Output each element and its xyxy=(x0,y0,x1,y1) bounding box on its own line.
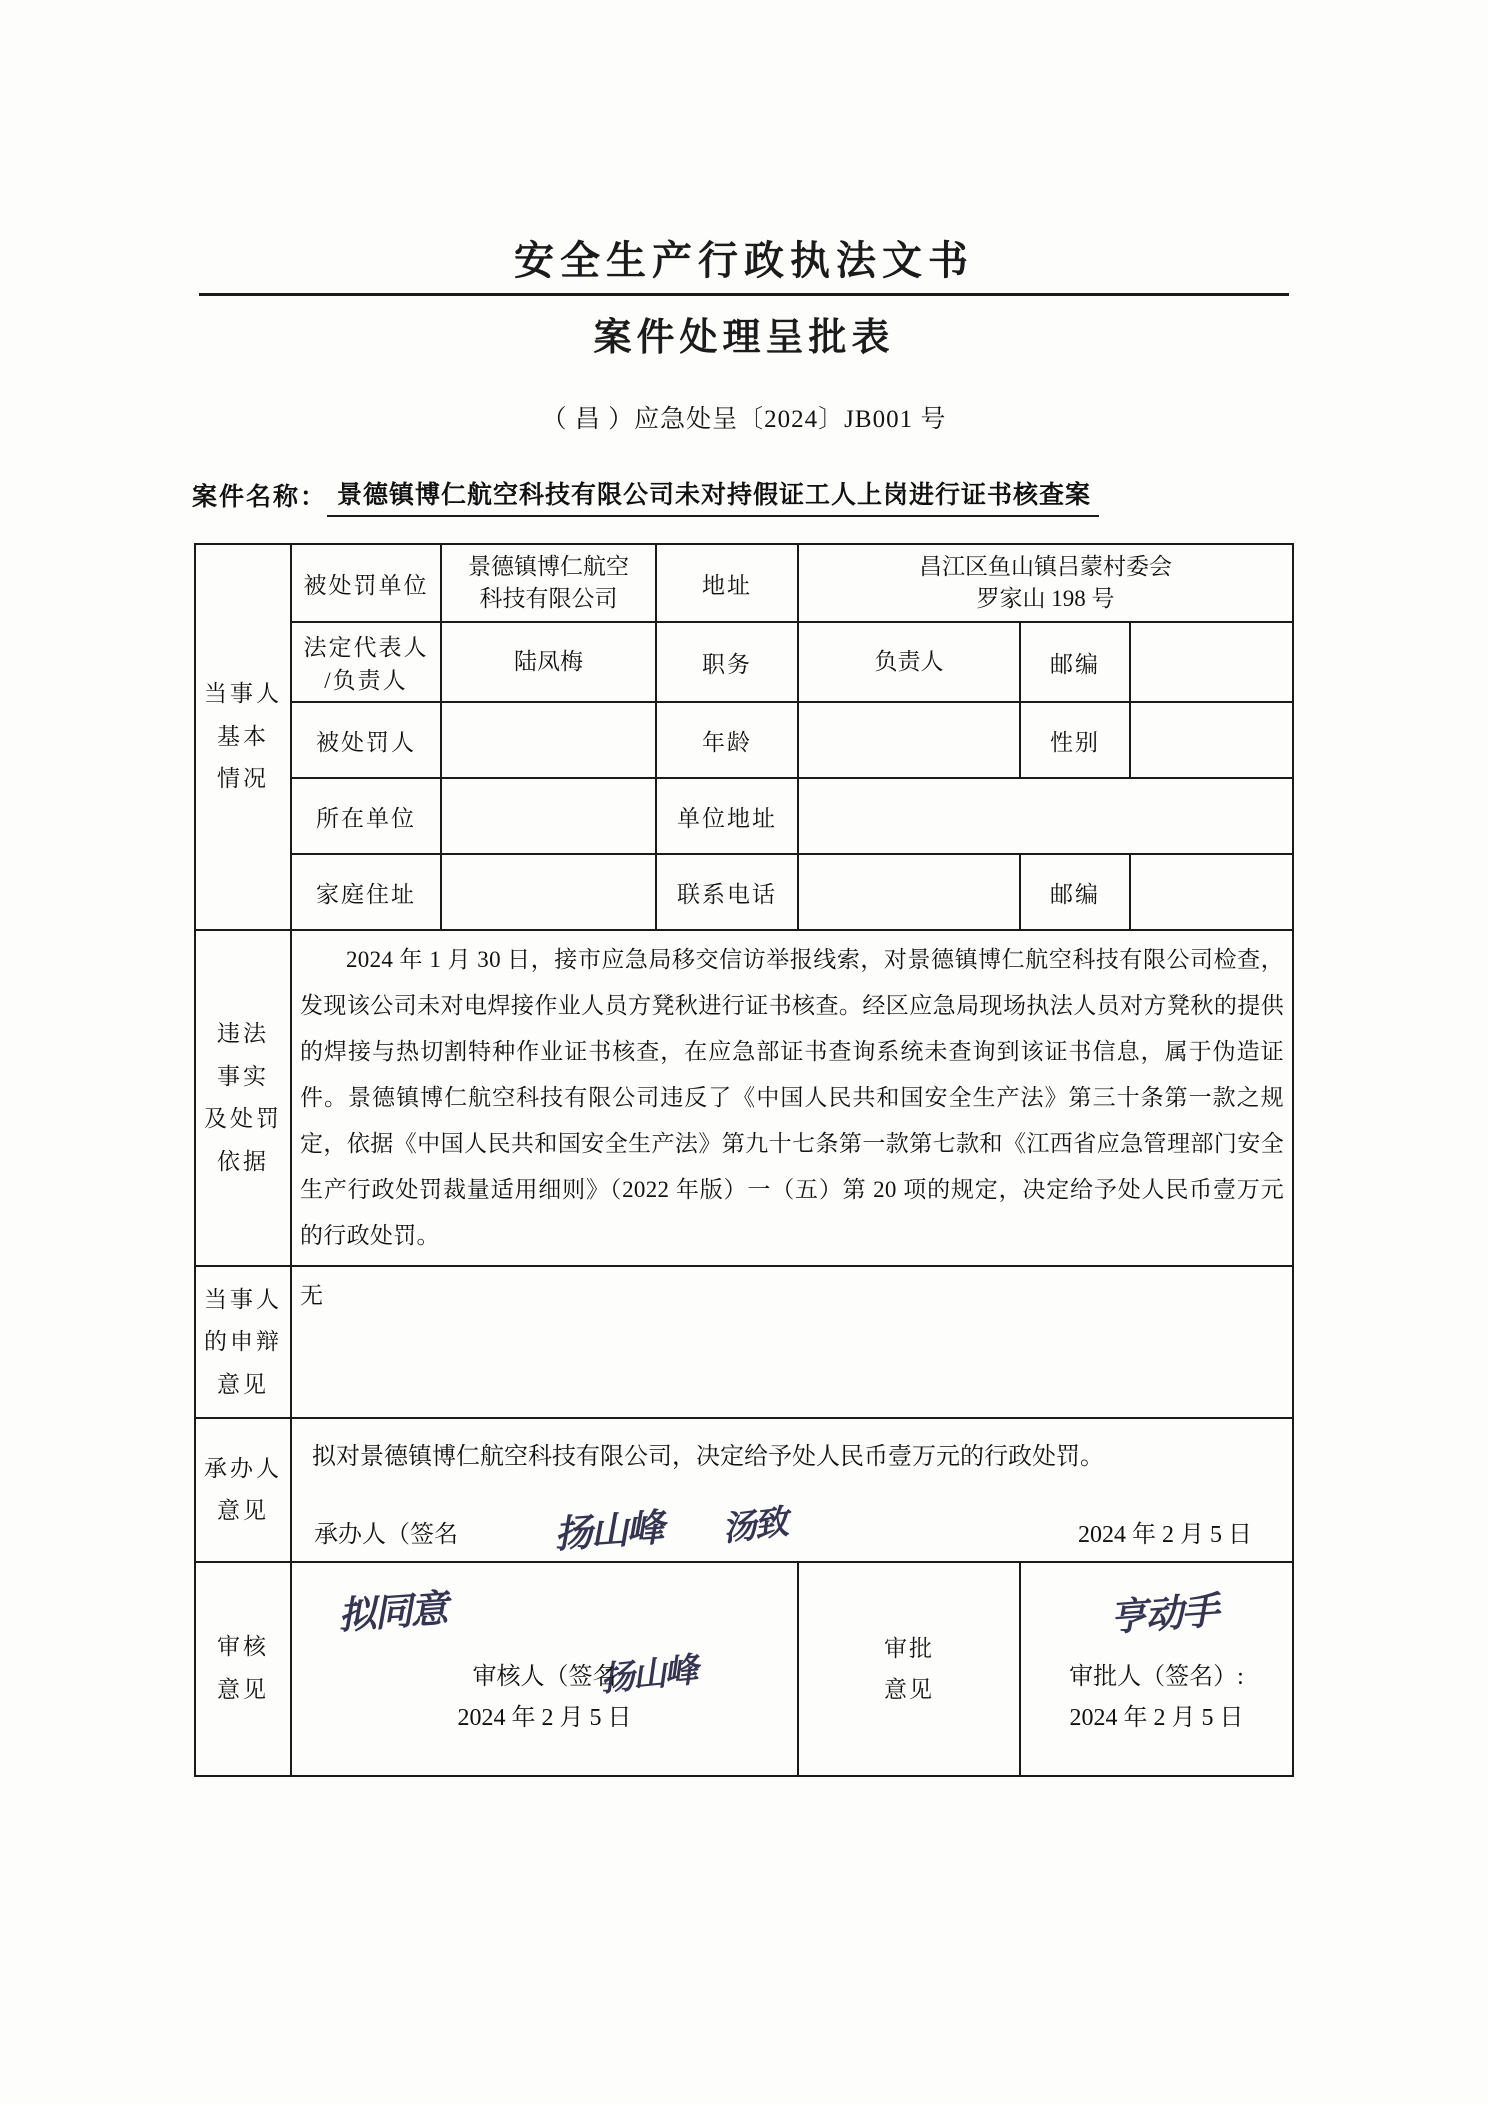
document-title-main: 安全生产行政执法文书 xyxy=(514,237,974,284)
work-unit-label: 所在单位 xyxy=(291,778,441,854)
table-row xyxy=(195,702,1293,778)
defense-label xyxy=(195,1266,291,1418)
reviewer-date: 2024 年 2 月 5 日 xyxy=(457,1705,632,1732)
age-value xyxy=(798,702,1020,778)
address-label: 地址 xyxy=(656,544,798,622)
home-address-label: 家庭住址 xyxy=(291,854,441,930)
approval-opinion-cell xyxy=(1020,1562,1293,1776)
handler-signature: 扬山峰 xyxy=(552,1504,664,1557)
punished-unit-value-line-1: 景德镇博仁航空 xyxy=(468,554,629,579)
gender-value xyxy=(1130,702,1293,778)
handler-signature-second: 汤致 xyxy=(720,1502,789,1550)
document-number: （ 昌 ）应急处呈〔2024〕JB001 号 xyxy=(541,406,947,433)
age-label: 年龄 xyxy=(656,702,798,778)
punished-person-value xyxy=(441,702,656,778)
postcode-label-1: 邮编 xyxy=(1020,622,1130,702)
table-row xyxy=(195,778,1293,854)
approval-label xyxy=(798,1562,1020,1776)
handler-label-line-1: 承办人 xyxy=(204,1455,282,1481)
home-address-value xyxy=(441,854,656,930)
address-value-line-1: 昌江区鱼山镇吕蒙村委会 xyxy=(919,554,1172,579)
approver-label: 审批人（签名）: xyxy=(1069,1664,1244,1691)
document-header xyxy=(0,0,1488,435)
table-row xyxy=(195,1266,1293,1418)
reviewer-block xyxy=(300,1657,789,1739)
legal-rep-label xyxy=(291,622,441,702)
table-row xyxy=(195,1418,1293,1562)
facts-label-line-4: 依据 xyxy=(217,1148,269,1174)
party-basic-info-label xyxy=(195,544,291,930)
review-label-line-1: 审核 xyxy=(217,1634,269,1660)
punished-person-label: 被处罚人 xyxy=(291,702,441,778)
approver-date: 2024 年 2 月 5 日 xyxy=(1069,1705,1244,1732)
legal-rep-label-line-2: /负责人 xyxy=(324,668,408,694)
punished-unit-value-line-2: 科技有限公司 xyxy=(479,586,618,612)
defense-label-line-2: 的申辩 xyxy=(204,1329,282,1355)
handler-label xyxy=(195,1418,291,1562)
handler-opinion-cell xyxy=(291,1418,1293,1562)
case-name-line xyxy=(0,475,1488,517)
unit-address-label: 单位地址 xyxy=(656,778,798,854)
unit-address-value xyxy=(798,778,1293,854)
title-divider xyxy=(199,293,1289,296)
document-title-sub: 案件处理呈批表 xyxy=(593,314,895,359)
table-row xyxy=(195,854,1293,930)
legal-rep-label-line-1: 法定代表人 xyxy=(303,635,429,661)
party-label-line-1: 当事人 xyxy=(204,681,282,707)
gender-label: 性别 xyxy=(1020,702,1130,778)
postcode-value-2 xyxy=(1130,854,1293,930)
address-value xyxy=(798,544,1293,622)
facts-label-line-3: 及处罚 xyxy=(204,1106,282,1132)
facts-label xyxy=(195,930,291,1266)
handler-opinion-text: 拟对景德镇博仁航空科技有限公司，决定给予处人民币壹万元的行政处罚。 xyxy=(312,1444,1104,1471)
phone-value xyxy=(798,854,1020,930)
position-label: 职务 xyxy=(656,622,798,702)
handler-signature-row xyxy=(292,1485,1292,1561)
position-value: 负责人 xyxy=(798,622,1020,702)
approval-label-line-1: 审批 xyxy=(884,1635,934,1661)
handler-sign-label: 承办人（签名 xyxy=(314,1521,458,1548)
table-row xyxy=(195,930,1293,1266)
table-row xyxy=(195,1562,1293,1776)
case-form-table xyxy=(194,543,1294,1777)
handler-sign-date: 2024 年 2 月 5 日 xyxy=(1078,1521,1252,1548)
approver-signature: 亨动手 xyxy=(1107,1587,1219,1640)
approver-block xyxy=(1029,1657,1284,1739)
phone-label: 联系电话 xyxy=(656,854,798,930)
party-label-line-2: 基本 xyxy=(217,723,269,749)
punished-unit-label: 被处罚单位 xyxy=(291,544,441,622)
approval-label-line-2: 意见 xyxy=(884,1676,934,1702)
handler-label-line-2: 意见 xyxy=(217,1498,269,1524)
address-value-line-2: 罗家山 198 号 xyxy=(976,586,1115,612)
case-name-label: 案件名称： xyxy=(192,484,328,511)
punished-unit-value xyxy=(441,544,656,622)
reviewer-label: 审核人（签名 xyxy=(472,1664,617,1691)
table-row xyxy=(195,544,1293,622)
facts-paragraph: 2024 年 1 月 30 日，接市应急局移交信访举报线索，对景德镇博仁航空科技有限公司检查，发现该公司未对电焊接作业人员方凳秋进行证书核查。经区应急局现场执法人员对方凳秋的提供的焊接与热切割特种作业证书核查，在应急部证书查询系统未查询到该证书信息，属于伪造证件。景德镇博仁航空科技有限公司违反了《中国人民共和国安全生产法》第三十条第一款之规定，依据《中国人民共和国安全生产法》第九十七条第一款第七款和《江西省应急管理部门安全生产行政处罚裁量适用细则》（2022 年版）一（五）第 20 项的规定，决定给予处人民币壹万元的行政处罚。 xyxy=(300,947,1284,1249)
defense-label-line-3: 意见 xyxy=(217,1371,269,1397)
reviewer-signature: 扬山峰 xyxy=(598,1650,699,1700)
review-handwritten-note: 拟同意 xyxy=(336,1585,448,1638)
work-unit-value xyxy=(441,778,656,854)
postcode-label-2: 邮编 xyxy=(1020,854,1130,930)
review-opinion-cell xyxy=(291,1562,798,1776)
review-label-line-2: 意见 xyxy=(217,1676,269,1702)
defense-label-line-1: 当事人 xyxy=(204,1286,282,1312)
review-label xyxy=(195,1562,291,1776)
facts-label-line-2: 事实 xyxy=(217,1063,269,1089)
party-label-line-3: 情况 xyxy=(217,766,269,792)
facts-text xyxy=(291,930,1293,1266)
case-name-value: 景德镇博仁航空科技有限公司未对持假证工人上岗进行证书核查案 xyxy=(327,475,1099,517)
postcode-value-1 xyxy=(1130,622,1293,702)
legal-rep-value: 陆凤梅 xyxy=(441,622,656,702)
defense-text: 无 xyxy=(291,1266,1293,1418)
facts-label-line-1: 违法 xyxy=(217,1021,269,1047)
table-row xyxy=(195,622,1293,702)
